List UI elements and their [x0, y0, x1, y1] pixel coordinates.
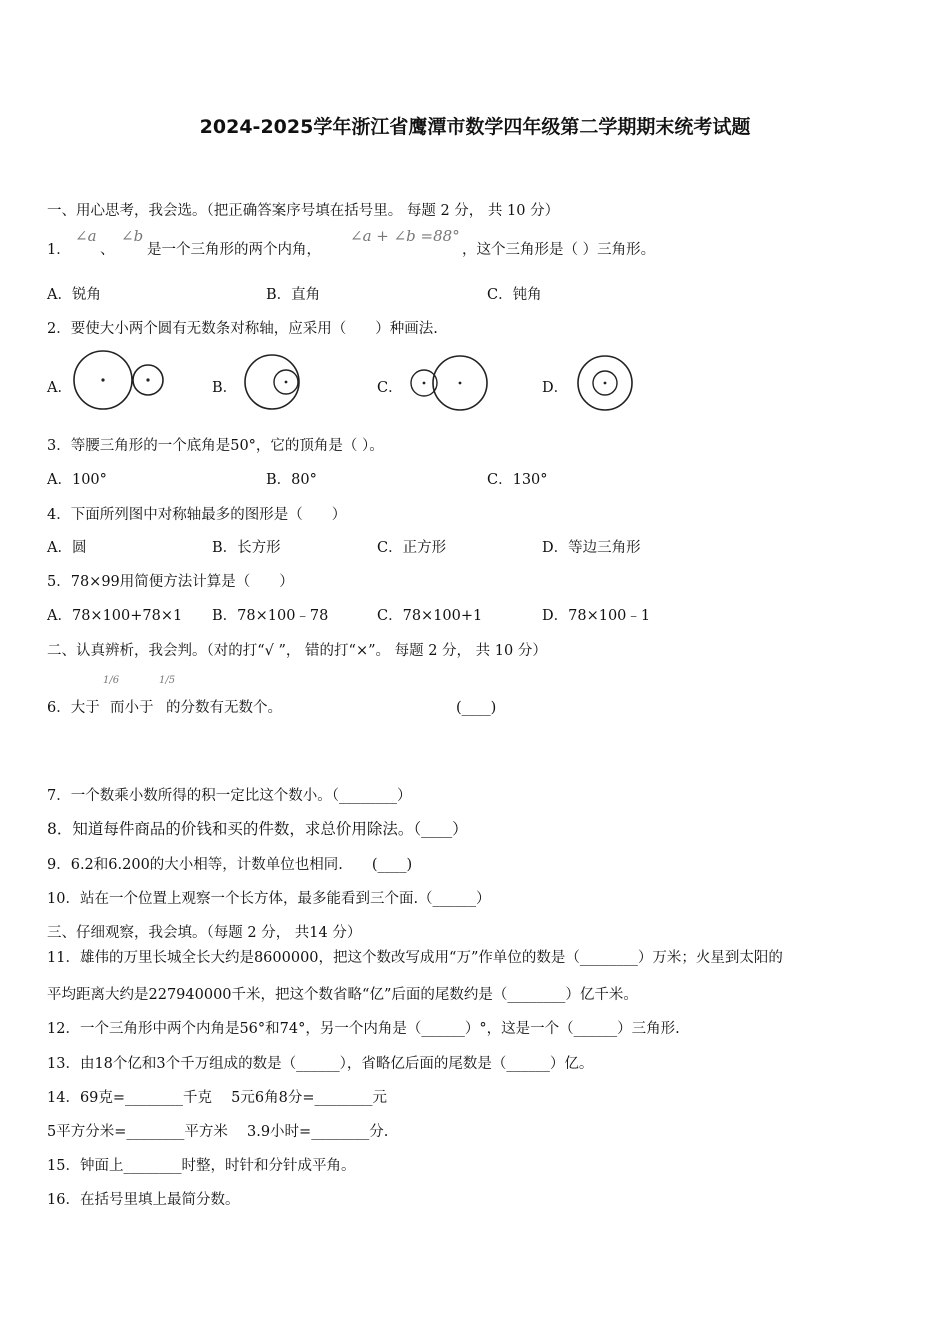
q2-figure-b	[243, 353, 305, 415]
q11-line-2: 平均距离大约是227940000千米，把这个数省略“亿”后面的尾数约是（________）亿千米。	[47, 987, 638, 1003]
q5-option-b: B．78×100﹣78	[212, 608, 329, 624]
q5-option-a: A．78×100+78×1	[47, 608, 183, 624]
q3-option-b: B．80°	[266, 472, 317, 488]
q1-text-2: ，这个三角形是（ ）三角形。	[462, 242, 656, 258]
q13-text: 13．由18个亿和3个千万组成的数是（______），省略亿后面的尾数是（______）亿。	[47, 1056, 594, 1072]
q4-option-a: A．圆	[47, 540, 87, 556]
q5-text: 5．78×99用简便方法计算是（ ）	[47, 574, 294, 590]
q10-text: 10．站在一个位置上观察一个长方体，最多能看到三个面.（______）	[47, 891, 491, 907]
q4-option-c: C．正方形	[377, 540, 447, 556]
q5-option-d: D．78×100﹣1	[542, 608, 651, 624]
q6-fraction-2: 1/5	[159, 675, 176, 686]
q2-figure-c	[408, 353, 493, 415]
q11-line-1: 11．雄伟的万里长城全长大约是8600000，把这个数改写成用“万”作单位的数是（________）万米；火星到太阳的	[47, 950, 783, 966]
page-title: 2024-2025学年浙江省鹰潭市数学四年级第二学期期末统考试题	[199, 116, 751, 138]
q8-text: 8．知道每件商品的价钱和买的件数，求总价用除法。（____）	[47, 820, 468, 838]
q1-angle-b: ∠b	[121, 227, 144, 245]
q6-text-a: 6．大于	[47, 700, 100, 716]
section-1-heading: 一、用心思考，我会选。（把正确答案序号填在括号里。 每题 2 分， 共 10 分）	[47, 203, 560, 219]
section-3-heading: 三、仔细观察，我会填。（每题 2 分， 共14 分）	[47, 925, 362, 941]
q2-option-b-label: B．	[212, 380, 238, 396]
q2-text: 2．要使大小两个圆有无数条对称轴，应采用（ ）种画法.	[47, 321, 438, 337]
q16-text: 16．在括号里填上最简分数。	[47, 1192, 240, 1208]
q2-figure-a	[72, 349, 167, 414]
q1-text-1: 是一个三角形的两个内角，	[147, 242, 321, 258]
q4-option-d: D．等边三角形	[542, 540, 641, 556]
q2-option-a-label: A．	[47, 380, 72, 396]
q4-text: 4．下面所列图中对称轴最多的图形是（ ）	[47, 507, 347, 523]
q15-text: 15．钟面上________时整，时针和分针成平角。	[47, 1158, 356, 1174]
q1-number: 1．	[47, 242, 71, 258]
q1-formula: ∠a + ∠b =88°	[350, 227, 460, 245]
q1-angle-a: ∠a	[75, 227, 97, 245]
q5-option-c: C．78×100+1	[377, 608, 483, 624]
q3-text: 3．等腰三角形的一个底角是50°，它的顶角是（ ）。	[47, 438, 384, 454]
q6-fraction-1: 1/6	[103, 675, 120, 686]
q6-answer-blank: (____)	[456, 700, 497, 716]
q6-text-b: 而小于	[110, 700, 154, 716]
q7-text: 7．一个数乘小数所得的积一定比这个数小。（________）	[47, 788, 412, 804]
q12-text: 12．一个三角形中两个内角是56°和74°，另一个内角是（______）°，这是一个（______）三角形.	[47, 1021, 680, 1037]
q14-line-2: 5平方分米=________平方米 3.9小时=________分.	[47, 1124, 389, 1140]
q1-option-c: C．钝角	[487, 287, 542, 303]
q1-option-b: B．直角	[266, 287, 321, 303]
q3-option-c: C．130°	[487, 472, 548, 488]
q4-option-b: B．长方形	[212, 540, 281, 556]
q1-separator: 、	[100, 242, 115, 258]
q6-text-c: 的分数有无数个。	[166, 700, 282, 716]
q9-text: 9．6.2和6.200的大小相等，计数单位也相同. (____)	[47, 857, 413, 873]
q2-figure-d	[577, 354, 637, 414]
q14-line-1: 14．69克=________千克 5元6角8分=________元	[47, 1090, 387, 1106]
q2-option-d-label: D．	[542, 380, 569, 396]
section-2-heading: 二、认真辨析，我会判。（对的打“√ ”， 错的打“×”。 每题 2 分， 共 10 分）	[47, 643, 547, 659]
q3-option-a: A．100°	[47, 472, 107, 488]
q1-option-a: A．锐角	[47, 287, 101, 303]
q2-option-c-label: C．	[377, 380, 403, 396]
